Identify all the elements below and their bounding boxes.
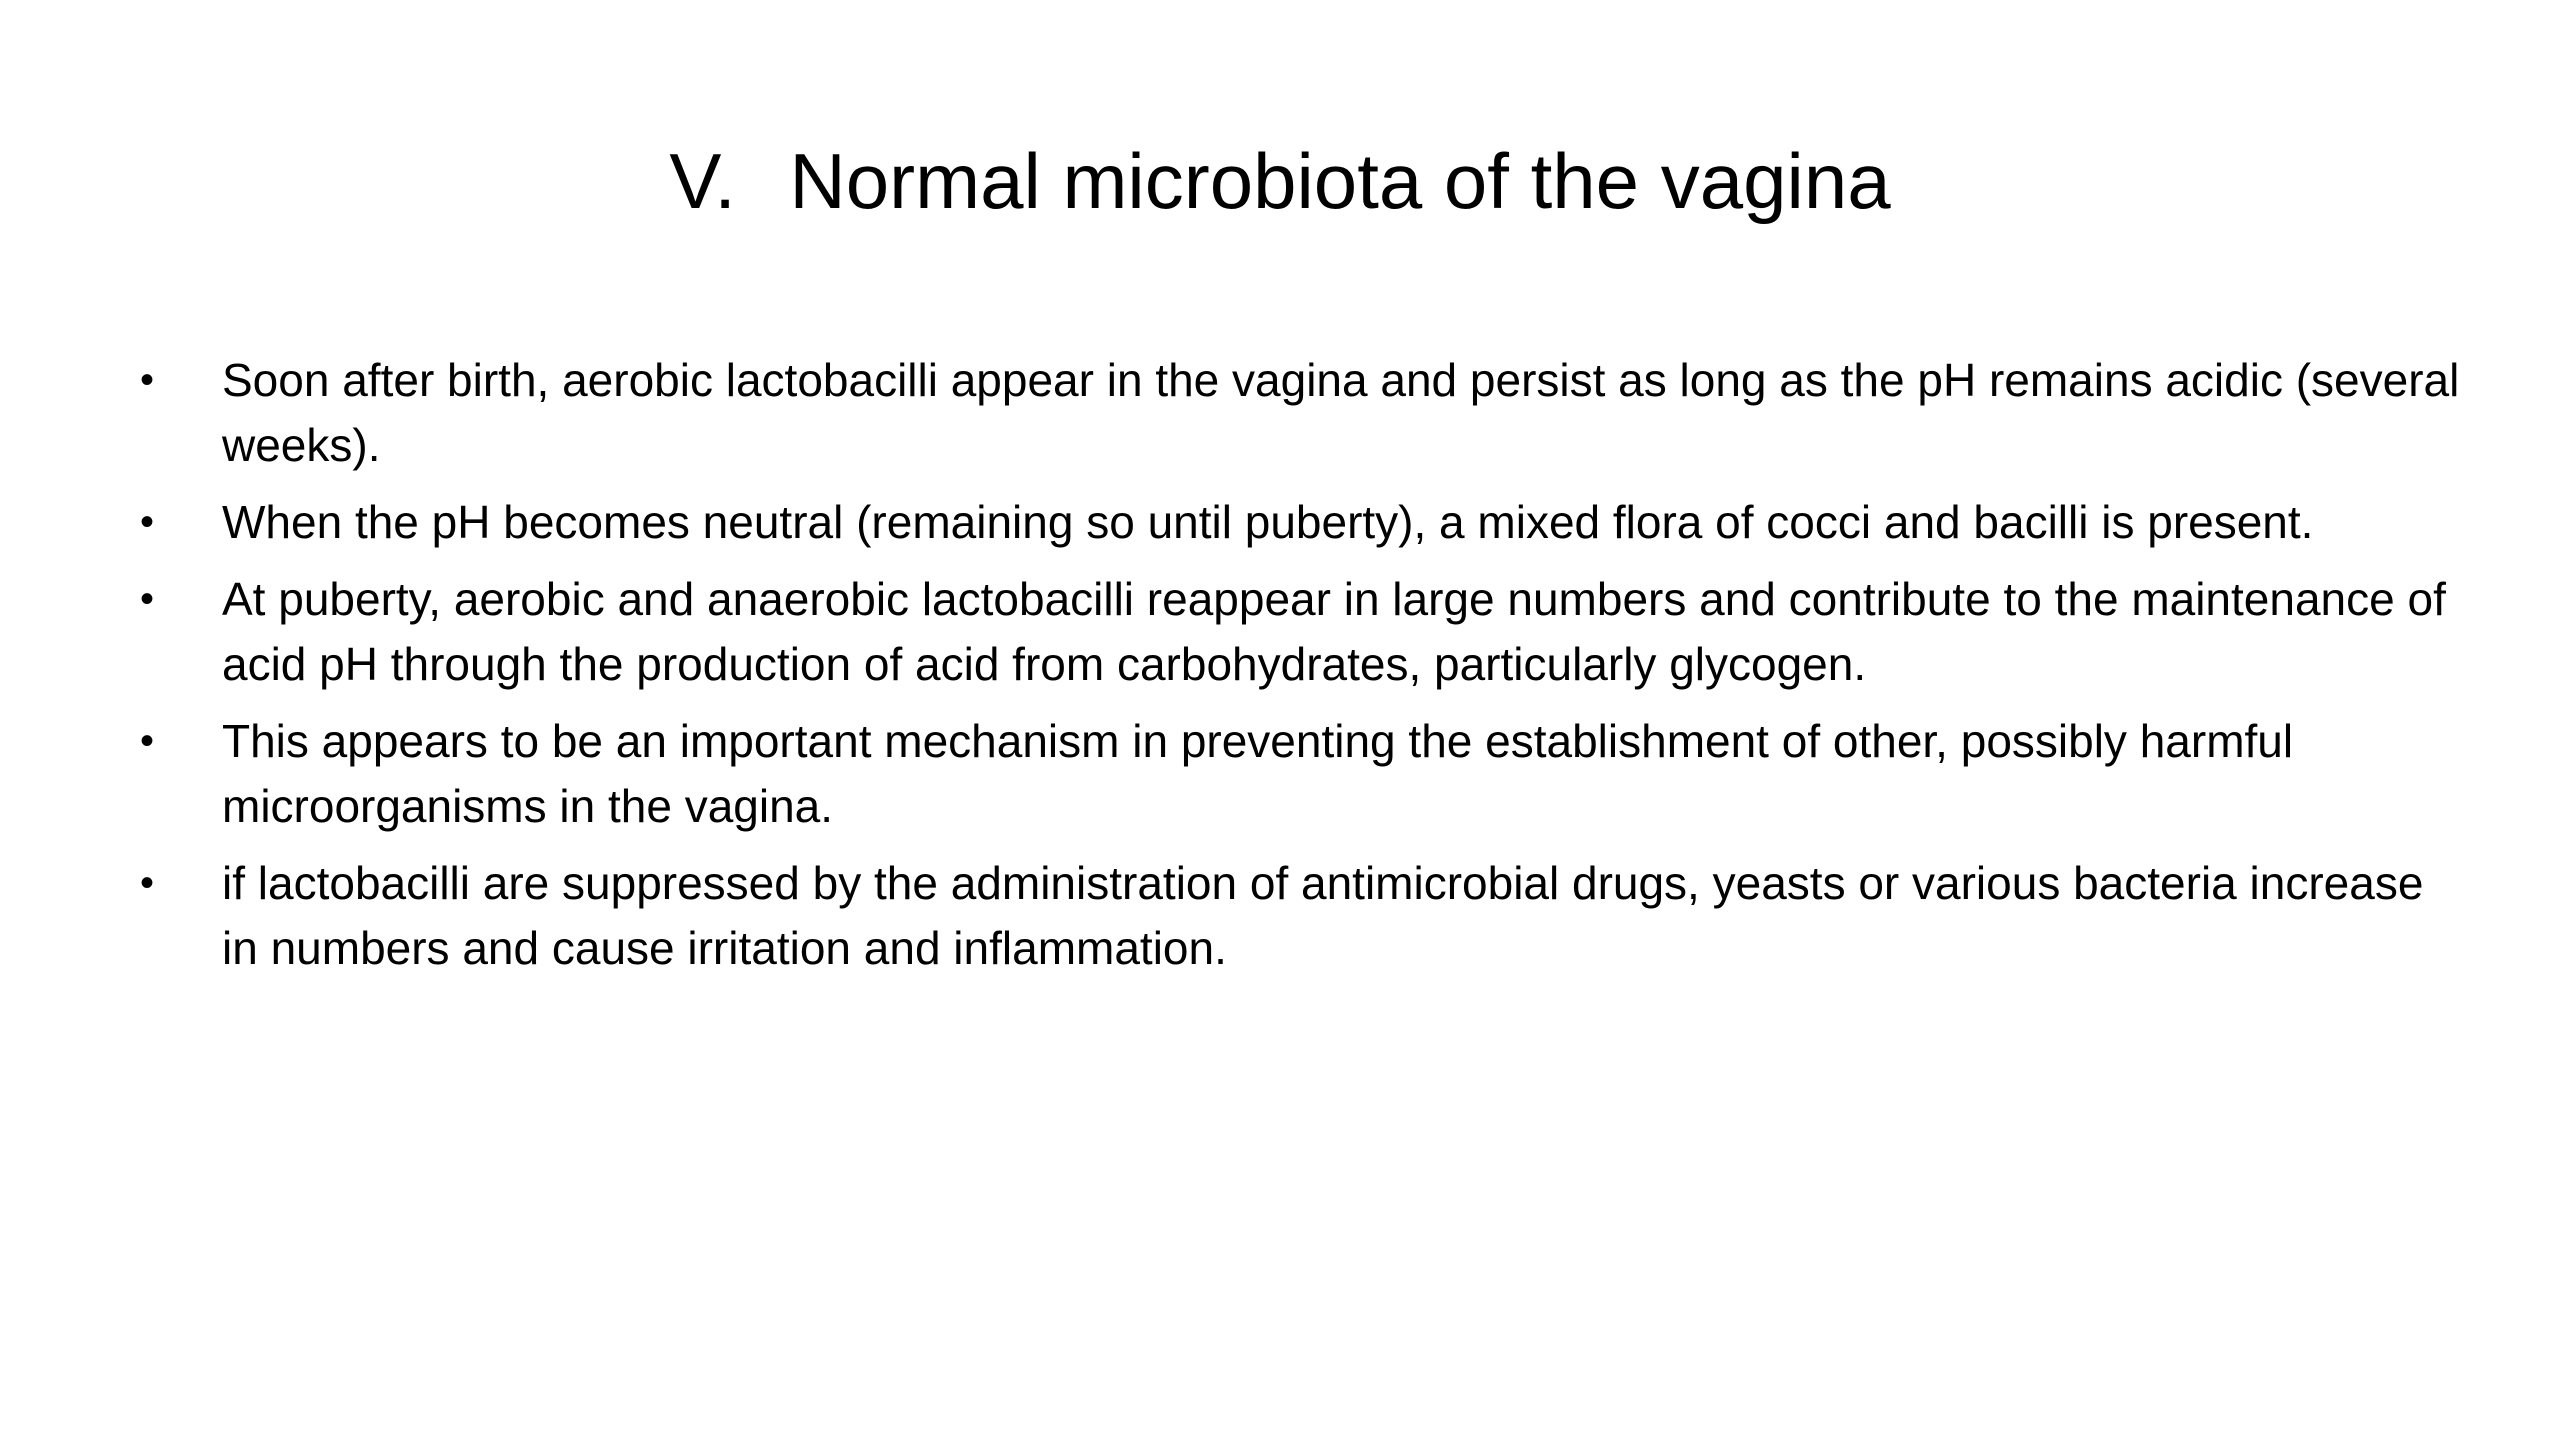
title-number: V. xyxy=(669,137,736,225)
slide-title xyxy=(0,136,2560,226)
bullet-item xyxy=(140,709,2470,839)
bullet-icon: • xyxy=(140,577,155,621)
bullet-text: This appears to be an important mechanism in preventing the establishment of other, possibly harmful microorganisms in the vagina. xyxy=(222,715,2294,832)
bullet-list xyxy=(140,348,2470,993)
bullet-text: At puberty, aerobic and anaerobic lactobacilli reappear in large numbers and contribute to the maintenance of acid pH through the production of acid from carbohydrates, particularly glycogen. xyxy=(222,573,2446,690)
bullet-item xyxy=(140,567,2470,697)
bullet-icon: • xyxy=(140,719,155,763)
bullet-icon: • xyxy=(140,358,155,402)
bullet-item xyxy=(140,851,2470,981)
bullet-item xyxy=(140,348,2470,478)
bullet-text: if lactobacilli are suppressed by the administration of antimicrobial drugs, yeasts or various bacteria increase in numbers and cause irritation and inflammation. xyxy=(222,857,2424,974)
title-text: Normal microbiota of the vagina xyxy=(789,137,1891,225)
bullet-icon: • xyxy=(140,861,155,905)
bullet-text: Soon after birth, aerobic lactobacilli appear in the vagina and persist as long as the pH remains acidic (several weeks). xyxy=(222,354,2460,471)
bullet-text: When the pH becomes neutral (remaining so until puberty), a mixed flora of cocci and bacilli is present. xyxy=(222,496,2314,548)
bullet-item xyxy=(140,490,2470,555)
bullet-icon: • xyxy=(140,500,155,544)
